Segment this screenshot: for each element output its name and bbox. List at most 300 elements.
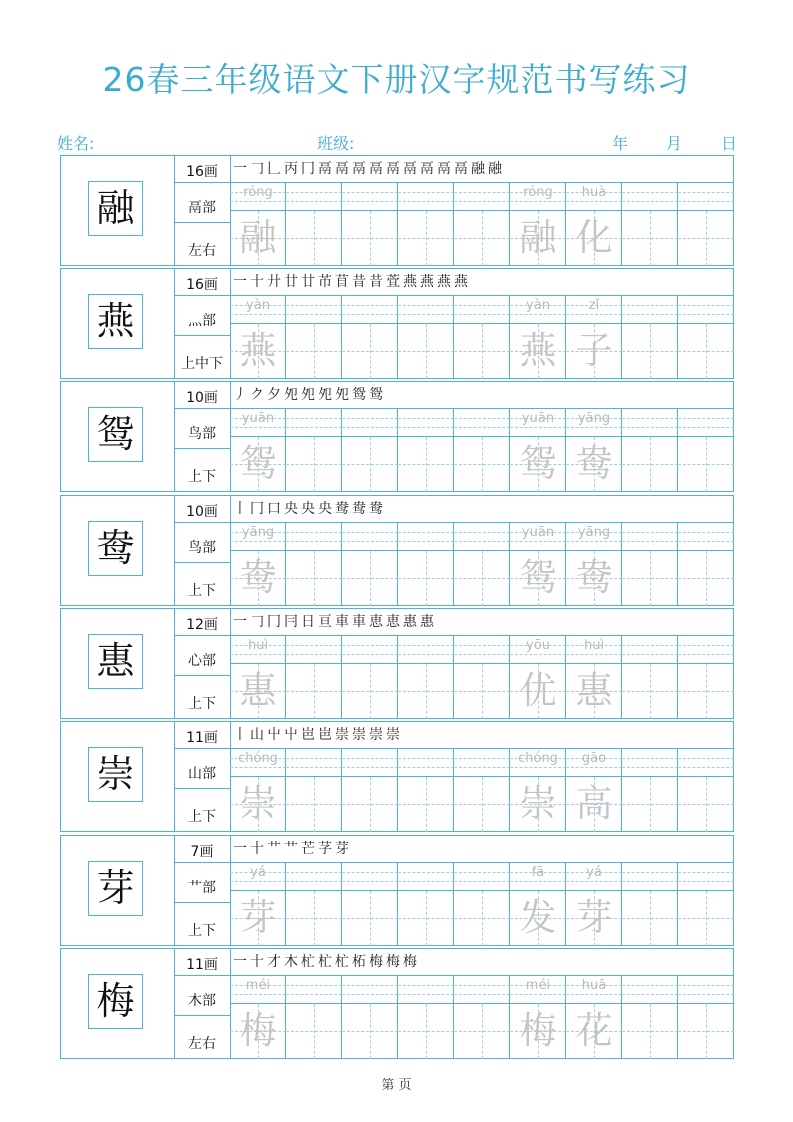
guide-line — [678, 881, 734, 882]
guide-line — [678, 418, 734, 419]
writing-cell — [230, 409, 286, 492]
writing-cell — [622, 523, 678, 606]
stroke-step: 𠃌 — [250, 614, 264, 630]
writing-cell — [230, 523, 286, 606]
pinyin-row — [398, 523, 454, 551]
character-info — [174, 836, 231, 945]
writing-cell — [510, 636, 566, 719]
guide-line — [342, 305, 398, 306]
guide-line — [622, 305, 678, 306]
guide-line — [398, 532, 454, 533]
character-block — [60, 495, 734, 606]
stroke-step: 鸯 — [335, 501, 349, 517]
character-info — [174, 722, 231, 831]
guide-line — [622, 654, 678, 655]
guide-line — [286, 238, 342, 239]
pinyin-text: fā — [531, 865, 545, 880]
trace-character: 芽 — [575, 896, 613, 939]
stroke-step: 鬲 — [369, 161, 383, 177]
guide-line — [342, 192, 398, 193]
guide-line — [678, 192, 734, 193]
guide-line — [286, 758, 342, 759]
divider — [174, 862, 230, 863]
stroke-step: 丙 — [284, 161, 298, 177]
pinyin-text: zǐ — [588, 298, 600, 313]
trace-character: 芽 — [239, 896, 277, 939]
stroke-step: 岜 — [301, 727, 315, 743]
guide-line — [398, 645, 454, 646]
guide-line — [510, 201, 566, 202]
guide-line — [566, 541, 622, 542]
stroke-step: 十 — [250, 274, 264, 290]
pinyin-row — [622, 749, 678, 777]
writing-cell — [342, 409, 398, 492]
stroke-step: 鸯 — [352, 501, 366, 517]
writing-cell — [398, 296, 454, 379]
pinyin-row — [286, 523, 342, 551]
guide-line — [342, 767, 398, 768]
stroke-step: 車 — [352, 614, 366, 630]
pinyin-row — [454, 523, 510, 551]
stroke-step: 惠 — [420, 614, 434, 630]
divider — [174, 522, 230, 523]
writing-cell — [454, 636, 510, 719]
guide-line — [678, 654, 734, 655]
model-character: 惠 — [88, 634, 143, 689]
stroke-step: 十 — [250, 954, 264, 970]
guide-line — [454, 1031, 510, 1032]
guide-line — [454, 192, 510, 193]
trace-character: 发 — [519, 896, 557, 939]
structure: 上下 — [188, 696, 216, 712]
character-block — [60, 835, 734, 946]
divider — [174, 748, 230, 749]
guide-line — [678, 351, 734, 352]
pinyin-row — [454, 183, 510, 211]
pinyin-text: gāo — [581, 751, 607, 766]
guide-line — [342, 314, 398, 315]
stroke-step: 夗 — [335, 387, 349, 403]
model-character-cell — [61, 609, 175, 718]
guide-line — [230, 427, 286, 428]
stroke-step: 𠃊 — [267, 161, 281, 177]
writing-cell — [398, 523, 454, 606]
stroke-step: 夗 — [284, 387, 298, 403]
guide-line — [678, 578, 734, 579]
guide-line — [398, 1031, 454, 1032]
guide-line — [678, 541, 734, 542]
guide-line — [454, 541, 510, 542]
guide-line — [286, 654, 342, 655]
writing-cell — [622, 183, 678, 266]
guide-line — [678, 872, 734, 873]
guide-line — [342, 351, 398, 352]
stroke-step: 燕 — [420, 274, 434, 290]
writing-cell — [510, 976, 566, 1059]
pinyin-row — [398, 296, 454, 324]
pinyin-row — [342, 636, 398, 664]
pinyin-row — [678, 296, 734, 324]
pinyin-row — [622, 863, 678, 891]
guide-line — [622, 351, 678, 352]
guide-line — [342, 532, 398, 533]
trace-character: 子 — [575, 329, 613, 372]
writing-cell — [398, 976, 454, 1059]
stroke-step: 央 — [318, 501, 332, 517]
pinyin-row — [342, 976, 398, 1004]
writing-cell — [286, 183, 342, 266]
guide-line — [286, 767, 342, 768]
pinyin-row — [678, 749, 734, 777]
pinyin-row — [678, 636, 734, 664]
stroke-step: 芇 — [318, 274, 332, 290]
writing-cell — [342, 183, 398, 266]
radical: 心部 — [188, 653, 216, 669]
writing-grid — [230, 748, 733, 832]
guide-line — [622, 767, 678, 768]
guide-line — [398, 758, 454, 759]
guide-line — [342, 994, 398, 995]
divider — [174, 635, 230, 636]
stroke-step: 鬲 — [403, 161, 417, 177]
model-character-cell — [61, 269, 175, 378]
guide-line — [454, 691, 510, 692]
stroke-step: 苜 — [335, 274, 349, 290]
guide-line — [230, 654, 286, 655]
stroke-step: 丨 — [233, 501, 247, 517]
divider — [174, 222, 230, 223]
trace-character: 崇 — [519, 782, 557, 825]
stroke-order — [233, 836, 733, 862]
writing-cell — [286, 523, 342, 606]
stroke-step: 廿 — [284, 274, 298, 290]
stroke-step: 夗 — [301, 387, 315, 403]
pinyin-row — [286, 636, 342, 664]
trace-character: 鸯 — [575, 556, 613, 599]
guide-line — [454, 804, 510, 805]
trace-character: 鸳 — [519, 442, 557, 485]
guide-line — [286, 314, 342, 315]
divider — [174, 902, 230, 903]
divider — [174, 1015, 230, 1016]
guide-line — [454, 305, 510, 306]
guide-line — [622, 804, 678, 805]
writing-cell — [566, 409, 622, 492]
writing-cell — [398, 636, 454, 719]
trace-character: 花 — [575, 1009, 613, 1052]
pinyin-text: yuān — [241, 411, 275, 426]
guide-line — [398, 872, 454, 873]
guide-line — [398, 314, 454, 315]
stroke-step: 丿 — [233, 387, 247, 403]
stroke-step: 鸳 — [352, 387, 366, 403]
writing-cell — [678, 636, 734, 719]
character-info — [174, 949, 231, 1058]
stroke-step: 鬲 — [352, 161, 366, 177]
stroke-count: 16画 — [186, 164, 218, 180]
pinyin-row — [342, 183, 398, 211]
stroke-step: 艹 — [284, 841, 298, 857]
guide-line — [286, 881, 342, 882]
guide-line — [398, 804, 454, 805]
stroke-step: 萓 — [386, 274, 400, 290]
writing-cell — [510, 523, 566, 606]
guide-line — [678, 1031, 734, 1032]
divider — [174, 562, 230, 563]
guide-line — [398, 305, 454, 306]
guide-line — [678, 201, 734, 202]
pinyin-row — [286, 976, 342, 1004]
writing-cell — [454, 296, 510, 379]
stroke-step: 燕 — [403, 274, 417, 290]
pinyin-text: huà — [581, 185, 607, 200]
stroke-step: 燕 — [454, 274, 468, 290]
stroke-step: 芒 — [301, 841, 315, 857]
radical: 山部 — [188, 766, 216, 782]
guide-line — [398, 464, 454, 465]
stroke-step: 木 — [284, 954, 298, 970]
pinyin-row — [454, 296, 510, 324]
guide-line — [678, 691, 734, 692]
guide-line — [398, 201, 454, 202]
guide-line — [230, 201, 286, 202]
model-character: 融 — [88, 181, 143, 236]
trace-character: 鸳 — [519, 556, 557, 599]
structure: 上下 — [188, 583, 216, 599]
guide-line — [622, 578, 678, 579]
stroke-step: 岜 — [318, 727, 332, 743]
stroke-step: 一 — [233, 841, 247, 857]
pinyin-text: chóng — [518, 751, 558, 766]
divider — [174, 295, 230, 296]
stroke-step: 鬲 — [437, 161, 451, 177]
trace-character: 高 — [575, 782, 613, 825]
writing-cell — [230, 749, 286, 832]
trace-character: 鸳 — [239, 442, 277, 485]
pinyin-row — [454, 976, 510, 1004]
guide-line — [342, 985, 398, 986]
guide-line — [510, 654, 566, 655]
writing-cell — [566, 636, 622, 719]
trace-character: 惠 — [239, 669, 277, 712]
pinyin-row — [678, 183, 734, 211]
pinyin-text: yá — [586, 865, 602, 880]
stroke-step: 才 — [267, 954, 281, 970]
writing-cell — [398, 409, 454, 492]
class-label: 班级: — [317, 134, 355, 153]
divider — [174, 182, 230, 183]
writing-cell — [566, 749, 622, 832]
stroke-count: 10画 — [186, 504, 218, 520]
model-character: 燕 — [88, 294, 143, 349]
pinyin-row — [342, 863, 398, 891]
pinyin-text: huā — [581, 978, 607, 993]
stroke-step: 冃 — [284, 614, 298, 630]
guide-line — [622, 758, 678, 759]
stroke-step: 杧 — [301, 954, 315, 970]
guide-line — [454, 985, 510, 986]
guide-line — [454, 351, 510, 352]
guide-line — [286, 578, 342, 579]
pinyin-text: róng — [243, 185, 273, 200]
pinyin-row — [286, 863, 342, 891]
trace-character: 融 — [239, 216, 277, 259]
guide-line — [398, 578, 454, 579]
trace-character: 梅 — [239, 1009, 277, 1052]
guide-line — [454, 314, 510, 315]
stroke-step: 惠 — [403, 614, 417, 630]
radical: 鸟部 — [188, 426, 216, 442]
divider — [174, 675, 230, 676]
guide-line — [342, 238, 398, 239]
guide-line — [286, 985, 342, 986]
pinyin-text: yāng — [577, 525, 611, 540]
stroke-step: 央 — [301, 501, 315, 517]
guide-line — [342, 541, 398, 542]
stroke-step: 燕 — [437, 274, 451, 290]
pinyin-row — [398, 183, 454, 211]
guide-line — [286, 201, 342, 202]
guide-line — [622, 541, 678, 542]
stroke-order — [233, 269, 733, 295]
trace-character: 惠 — [575, 669, 613, 712]
writing-cell — [286, 636, 342, 719]
model-character: 崇 — [88, 747, 143, 802]
guide-line — [286, 872, 342, 873]
character-block — [60, 268, 734, 379]
page-footer: 第 页 — [381, 1078, 412, 1093]
guide-line — [622, 881, 678, 882]
guide-line — [286, 645, 342, 646]
writing-cell — [566, 523, 622, 606]
character-info — [174, 496, 231, 605]
stroke-step: 昔 — [352, 274, 366, 290]
guide-line — [622, 918, 678, 919]
guide-line — [566, 994, 622, 995]
stroke-count: 7画 — [190, 844, 214, 860]
model-character: 芽 — [88, 861, 143, 916]
model-character-cell — [61, 836, 175, 945]
writing-cell — [454, 749, 510, 832]
guide-line — [622, 201, 678, 202]
writing-cell — [510, 863, 566, 946]
guide-line — [454, 201, 510, 202]
pinyin-text: yōu — [526, 638, 550, 653]
stroke-step: 柘 — [352, 954, 366, 970]
year-label: 年 — [612, 134, 629, 153]
trace-character: 鸯 — [239, 556, 277, 599]
guide-line — [566, 881, 622, 882]
radical: 艹部 — [188, 880, 216, 896]
guide-line — [678, 238, 734, 239]
guide-line — [286, 918, 342, 919]
writing-grid — [230, 408, 733, 492]
stroke-step: 一 — [233, 614, 247, 630]
guide-line — [398, 881, 454, 882]
guide-line — [622, 238, 678, 239]
divider — [174, 335, 230, 336]
stroke-step: 鬲 — [386, 161, 400, 177]
guide-line — [510, 427, 566, 428]
divider — [174, 448, 230, 449]
guide-line — [230, 541, 286, 542]
pinyin-row — [454, 863, 510, 891]
stroke-step: 冂 — [250, 501, 264, 517]
writing-cell — [566, 976, 622, 1059]
stroke-step: 屮 — [267, 727, 281, 743]
guide-line — [454, 872, 510, 873]
stroke-step: 崇 — [352, 727, 366, 743]
pinyin-row — [398, 409, 454, 437]
stroke-step: 山 — [250, 727, 264, 743]
trace-character: 燕 — [519, 329, 557, 372]
guide-line — [342, 1031, 398, 1032]
guide-line — [342, 464, 398, 465]
stroke-step: 崇 — [369, 727, 383, 743]
stroke-step: 一 — [233, 161, 247, 177]
pinyin-row — [678, 863, 734, 891]
pinyin-text: méi — [525, 978, 551, 993]
stroke-step: 融 — [488, 161, 502, 177]
pinyin-text: huì — [583, 638, 605, 653]
day-label: 日 — [721, 134, 738, 153]
writing-cell — [398, 183, 454, 266]
writing-cell — [230, 976, 286, 1059]
writing-cell — [678, 183, 734, 266]
guide-line — [622, 872, 678, 873]
pinyin-row — [286, 749, 342, 777]
stroke-step: 十 — [250, 841, 264, 857]
stroke-step: 鸯 — [369, 501, 383, 517]
writing-cell — [566, 863, 622, 946]
guide-line — [454, 994, 510, 995]
guide-line — [230, 881, 286, 882]
radical: 木部 — [188, 993, 216, 1009]
guide-line — [342, 654, 398, 655]
guide-line — [398, 985, 454, 986]
stroke-step: 夕 — [267, 387, 281, 403]
guide-line — [286, 994, 342, 995]
writing-cell — [342, 296, 398, 379]
guide-line — [398, 192, 454, 193]
writing-cell — [342, 976, 398, 1059]
guide-line — [286, 418, 342, 419]
writing-cell — [230, 636, 286, 719]
pinyin-row — [286, 409, 342, 437]
writing-cell — [622, 863, 678, 946]
writing-cell — [342, 749, 398, 832]
guide-line — [342, 872, 398, 873]
guide-line — [454, 767, 510, 768]
structure: 左右 — [188, 1036, 216, 1052]
stroke-step: 艹 — [267, 841, 281, 857]
guide-line — [622, 192, 678, 193]
character-block — [60, 721, 734, 832]
guide-line — [454, 238, 510, 239]
guide-line — [622, 985, 678, 986]
guide-line — [622, 418, 678, 419]
stroke-count: 10画 — [186, 390, 218, 406]
stroke-order — [233, 609, 733, 635]
guide-line — [342, 418, 398, 419]
writing-grid — [230, 522, 733, 606]
writing-grid — [230, 295, 733, 379]
writing-cell — [342, 863, 398, 946]
guide-line — [566, 201, 622, 202]
guide-line — [398, 238, 454, 239]
pinyin-row — [342, 409, 398, 437]
writing-cell — [510, 296, 566, 379]
